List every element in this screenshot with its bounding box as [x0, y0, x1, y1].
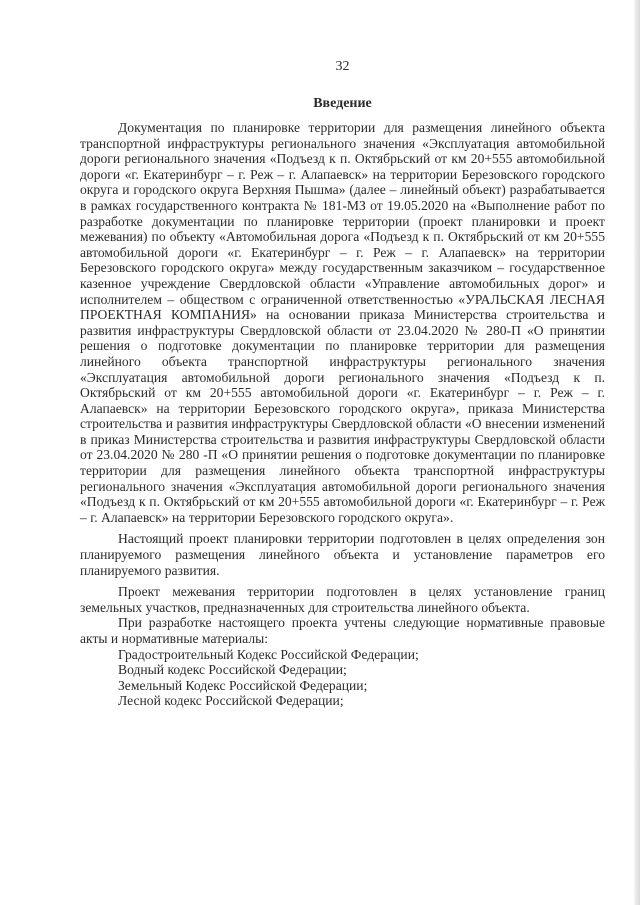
- document-page: [80, 58, 605, 709]
- paragraph-intro: Документация по планировке территории для размещения линейного объекта транспортной инфраструктуры регионального значения «Эксплуатация автомобильной дороги регионального значения «Подъезд к п. Октябрьский от км 20+555 автомобильной дороги «г. Екатеринбург – г. Реж – г. Алапаевск» на территории Березовского городского округа и городского округа Верхняя Пышма» (далее – линейный объект) разрабатывается в рамках государственного контракта № 181-МЗ от 19.05.2020 на «Выполнение работ по разработке документации по планировке территории (проект планировки и проект межевания) по объекту «Автомобильная дорога «Подъезд к п. Октябрьский от км 20+555 автомобильной дороги «г. Екатеринбург – г. Реж – г. Алапаевск» на территории Березовского городского округа» между государственным заказчиком – государственное казенное учреждение Свердловской области «Управление автомобильных дорог» и исполнителем – обществом с ограниченной ответственностью «УРАЛЬСКАЯ ЛЕСНАЯ ПРОЕКТНАЯ КОМПАНИЯ» на основании приказа Министерства строительства и развития инфраструктуры Свердловской области от 23.04.2020 № 280-П «О принятии решения о подготовке документации по планировке территории для размещения линейного объекта транспортной инфраструктуры регионального значения «Эксплуатация автомобильной дороги регионального значения «Подъезд к п. Октябрьский от км 20+555 автомобильной дороги «г. Екатеринбург – г. Реж – г. Алапаевск» на территории Березовского городского округа», приказа Министерства строительства и развития инфраструктуры Свердловской области «О внесении изменений в приказ Министерства строительства и развития инфраструктуры Свердловской области от 23.04.2020 № 280 -П «О принятии решения о подготовке документации по планировке территории для размещения линейного объекта транспортной инфраструктуры регионального значения «Эксплуатация автомобильной дороги регионального значения «Подъезд к п. Октябрьский от км 20+555 автомобильной дороги «г. Екатеринбург – г. Реж – г. Алапаевск» на территории Березовского городского округа».: [80, 120, 605, 525]
- legal-act-item: Водный кодекс Российской Федерации;: [118, 662, 347, 678]
- paragraph-legal-basis: При разработке настоящего проекта учтены следующие нормативные правовые акты и нормативные материалы:: [80, 615, 605, 646]
- page-number: 32: [335, 59, 350, 74]
- legal-act-item: Градостроительный Кодекс Российской Федерации;: [118, 646, 419, 662]
- paragraph-planning-purpose: Настоящий проект планировки территории подготовлен в целях определения зон планируемого размещения линейного объекта и установление параметров его планируемого развития.: [80, 531, 605, 578]
- paragraph-surveying-purpose: Проект межевания территории подготовлен в целях установление границ земельных участков, предназначенных для строительства линейного объекта.: [80, 584, 605, 615]
- scan-edge-shadow: [634, 0, 640, 905]
- section-heading: Введение: [313, 96, 372, 111]
- legal-act-item: Лесной кодекс Российской Федерации;: [118, 693, 344, 709]
- legal-act-item: Земельный Кодекс Российской Федерации;: [118, 677, 368, 693]
